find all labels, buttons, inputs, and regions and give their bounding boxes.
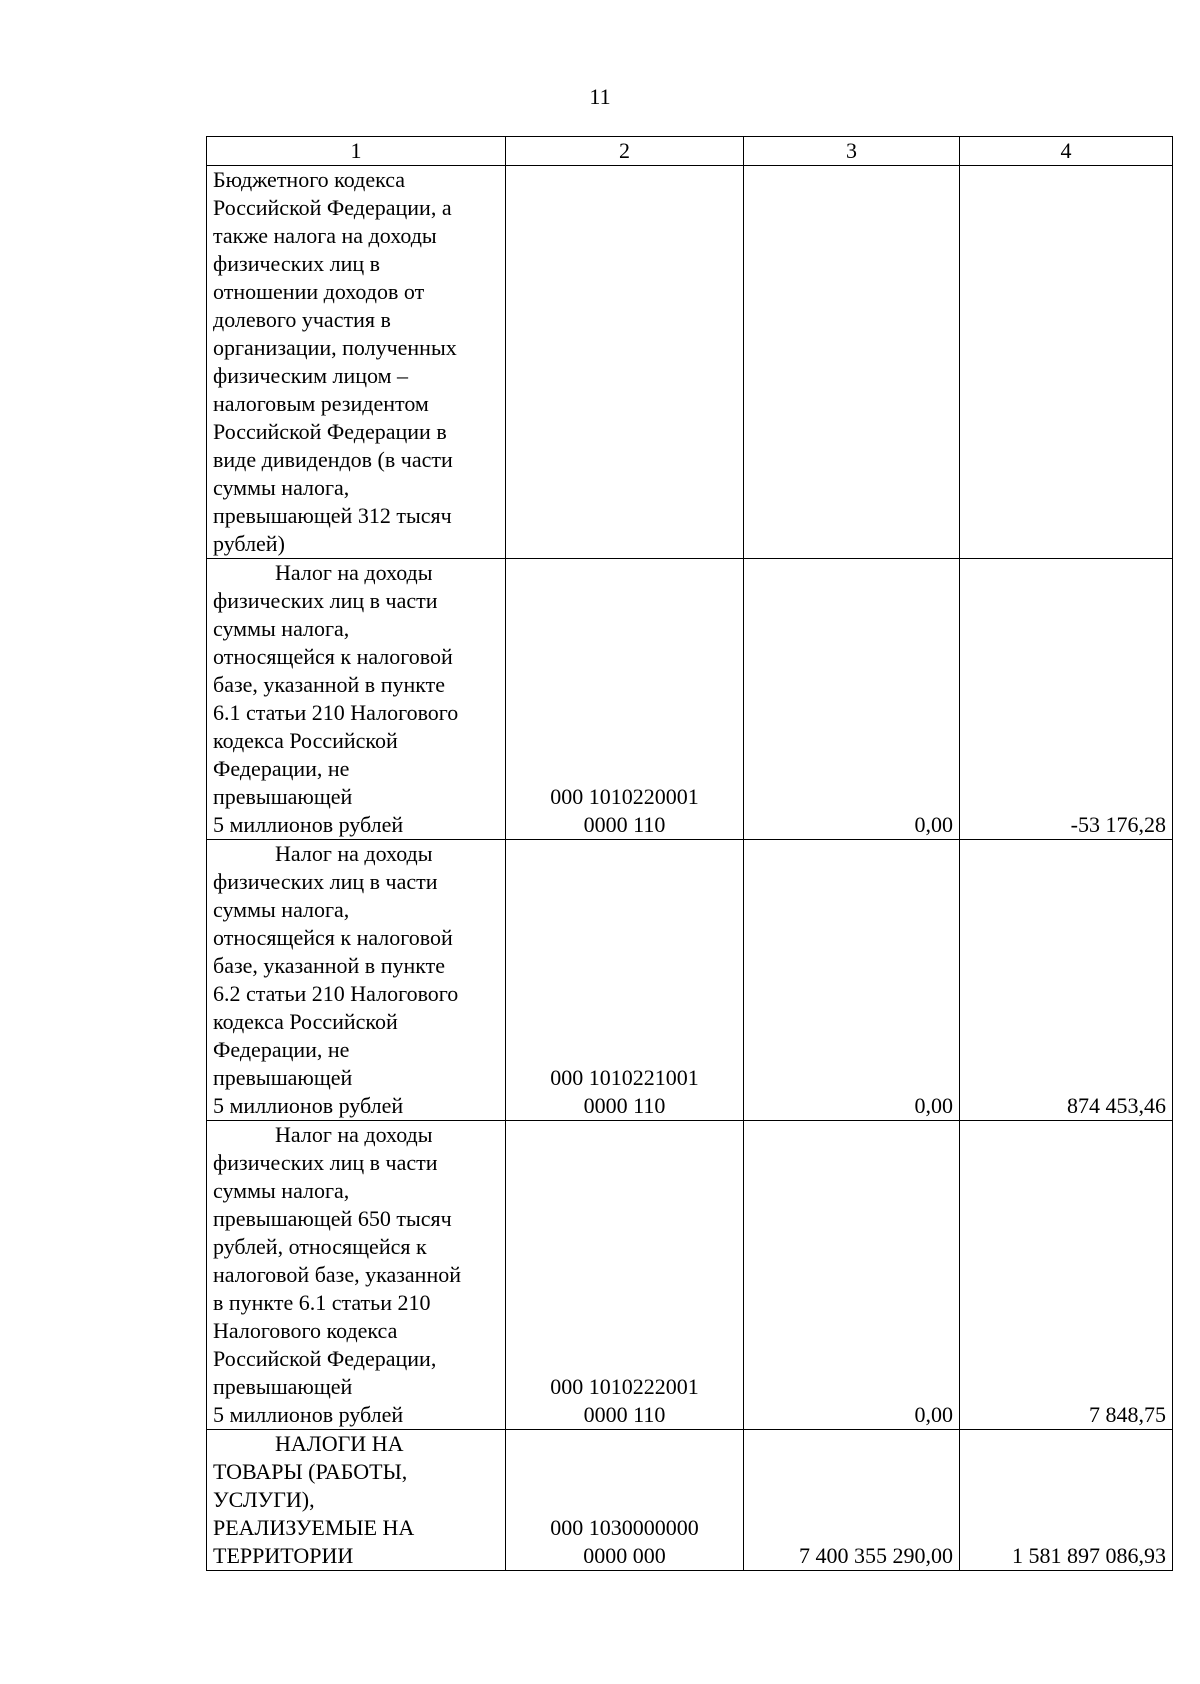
table-body	[207, 166, 1173, 1571]
row-name-line: Российской Федерации,	[213, 1346, 437, 1371]
row-code-line: 000 1010220001	[550, 784, 699, 809]
row-plan-value	[744, 166, 960, 559]
row-name-line: рублей, относящейся к	[213, 1234, 427, 1259]
row-name-line: суммы налога,	[213, 616, 350, 641]
row-name-line: физических лиц в части	[213, 588, 438, 613]
row-code-cell	[506, 559, 744, 840]
row-name-line	[213, 1121, 499, 1149]
row-name-text: НАЛОГИ НА	[275, 1431, 404, 1456]
row-name-line: физических лиц в	[213, 251, 381, 276]
row-name-line: суммы налога,	[213, 897, 350, 922]
row-name-line: налоговой базе, указанной	[213, 1262, 462, 1287]
row-name-line: кодекса Российской	[213, 1009, 398, 1034]
column-header-2: 2	[506, 137, 744, 166]
row-code-line: 0000 110	[583, 1402, 666, 1427]
row-code-line: 000 1010222001	[550, 1374, 699, 1399]
row-name-cell	[207, 1430, 506, 1571]
table-row	[207, 166, 1173, 559]
row-name-line: относящейся к налоговой	[213, 644, 453, 669]
row-actual-value: 1 581 897 086,93	[960, 1430, 1173, 1571]
row-name-line: Российской Федерации в	[213, 419, 447, 444]
table-header-row	[207, 137, 1173, 166]
row-code-cell	[506, 166, 744, 559]
column-header-3: 3	[744, 137, 960, 166]
row-name-line	[213, 840, 499, 868]
column-header-1: 1	[207, 137, 506, 166]
row-name-line: ТОВАРЫ (РАБОТЫ,	[213, 1459, 408, 1484]
row-name-line: базе, указанной в пункте	[213, 672, 446, 697]
row-name-line: ТЕРРИТОРИИ	[213, 1543, 354, 1568]
row-name-line: Бюджетного кодекса	[213, 167, 406, 192]
row-name-line: рублей)	[213, 531, 285, 556]
row-name-line: 5 миллионов рублей	[213, 1402, 404, 1427]
row-name-line: кодекса Российской	[213, 728, 398, 753]
row-name-line: физическим лицом –	[213, 363, 409, 388]
row-name-line: превышающей 650 тысяч	[213, 1206, 452, 1231]
row-name-line	[213, 1430, 499, 1458]
row-plan-value: 0,00	[744, 840, 960, 1121]
row-name-line: налоговым резидентом	[213, 391, 429, 416]
row-actual-value: 7 848,75	[960, 1121, 1173, 1430]
row-code-cell	[506, 1121, 744, 1430]
row-name-line: Российской Федерации, а	[213, 195, 452, 220]
row-code-line: 0000 110	[583, 812, 666, 837]
row-name-line: относящейся к налоговой	[213, 925, 453, 950]
page-number: 11	[589, 84, 611, 109]
row-name-text: Налог на доходы	[275, 841, 433, 866]
row-name-line: 6.1 статьи 210 Налогового	[213, 700, 459, 725]
row-actual-value	[960, 166, 1173, 559]
row-name-cell	[207, 1121, 506, 1430]
row-code-line: 000 1010221001	[550, 1065, 699, 1090]
row-name-line: превышающей	[213, 1065, 353, 1090]
row-name-line: УСЛУГИ),	[213, 1487, 315, 1512]
row-name-line: Налогового кодекса	[213, 1318, 398, 1343]
row-name-text: Налог на доходы	[275, 560, 433, 585]
row-name-line: превышающей	[213, 1374, 353, 1399]
row-name-line: физических лиц в части	[213, 869, 438, 894]
row-name-line: физических лиц в части	[213, 1150, 438, 1175]
row-name-line: виде дивидендов (в части	[213, 447, 453, 472]
row-name-cell	[207, 840, 506, 1121]
row-plan-value: 0,00	[744, 1121, 960, 1430]
row-name-line: Федерации, не	[213, 1037, 350, 1062]
table-row	[207, 1430, 1173, 1571]
row-name-line: также налога на доходы	[213, 223, 437, 248]
row-name-line: в пункте 6.1 статьи 210	[213, 1290, 431, 1315]
row-actual-value: -53 176,28	[960, 559, 1173, 840]
table-row	[207, 840, 1173, 1121]
row-name-line: 6.2 статьи 210 Налогового	[213, 981, 459, 1006]
column-header-4: 4	[960, 137, 1173, 166]
row-name-line: превышающей	[213, 784, 353, 809]
row-plan-value: 7 400 355 290,00	[744, 1430, 960, 1571]
budget-table	[206, 136, 1173, 1571]
row-name-line	[213, 559, 499, 587]
row-actual-value: 874 453,46	[960, 840, 1173, 1121]
row-name-line: суммы налога,	[213, 475, 350, 500]
row-name-cell	[207, 166, 506, 559]
row-code-line: 000 1030000000	[550, 1515, 699, 1540]
row-name-line: долевого участия в	[213, 307, 391, 332]
row-code-line: 0000 000	[583, 1543, 666, 1568]
row-code-cell	[506, 840, 744, 1121]
row-code-cell	[506, 1430, 744, 1571]
row-name-line: РЕАЛИЗУЕМЫЕ НА	[213, 1515, 415, 1540]
row-name-cell	[207, 559, 506, 840]
row-name-line: организации, полученных	[213, 335, 457, 360]
row-code-line: 0000 110	[583, 1093, 666, 1118]
row-name-line: базе, указанной в пункте	[213, 953, 446, 978]
table-row	[207, 1121, 1173, 1430]
row-name-line: 5 миллионов рублей	[213, 812, 404, 837]
row-name-line: превышающей 312 тысяч	[213, 503, 452, 528]
row-name-line: Федерации, не	[213, 756, 350, 781]
row-name-text: Налог на доходы	[275, 1122, 433, 1147]
row-name-line: суммы налога,	[213, 1178, 350, 1203]
table-row	[207, 559, 1173, 840]
row-name-line: 5 миллионов рублей	[213, 1093, 404, 1118]
row-plan-value: 0,00	[744, 559, 960, 840]
row-name-line: отношении доходов от	[213, 279, 425, 304]
